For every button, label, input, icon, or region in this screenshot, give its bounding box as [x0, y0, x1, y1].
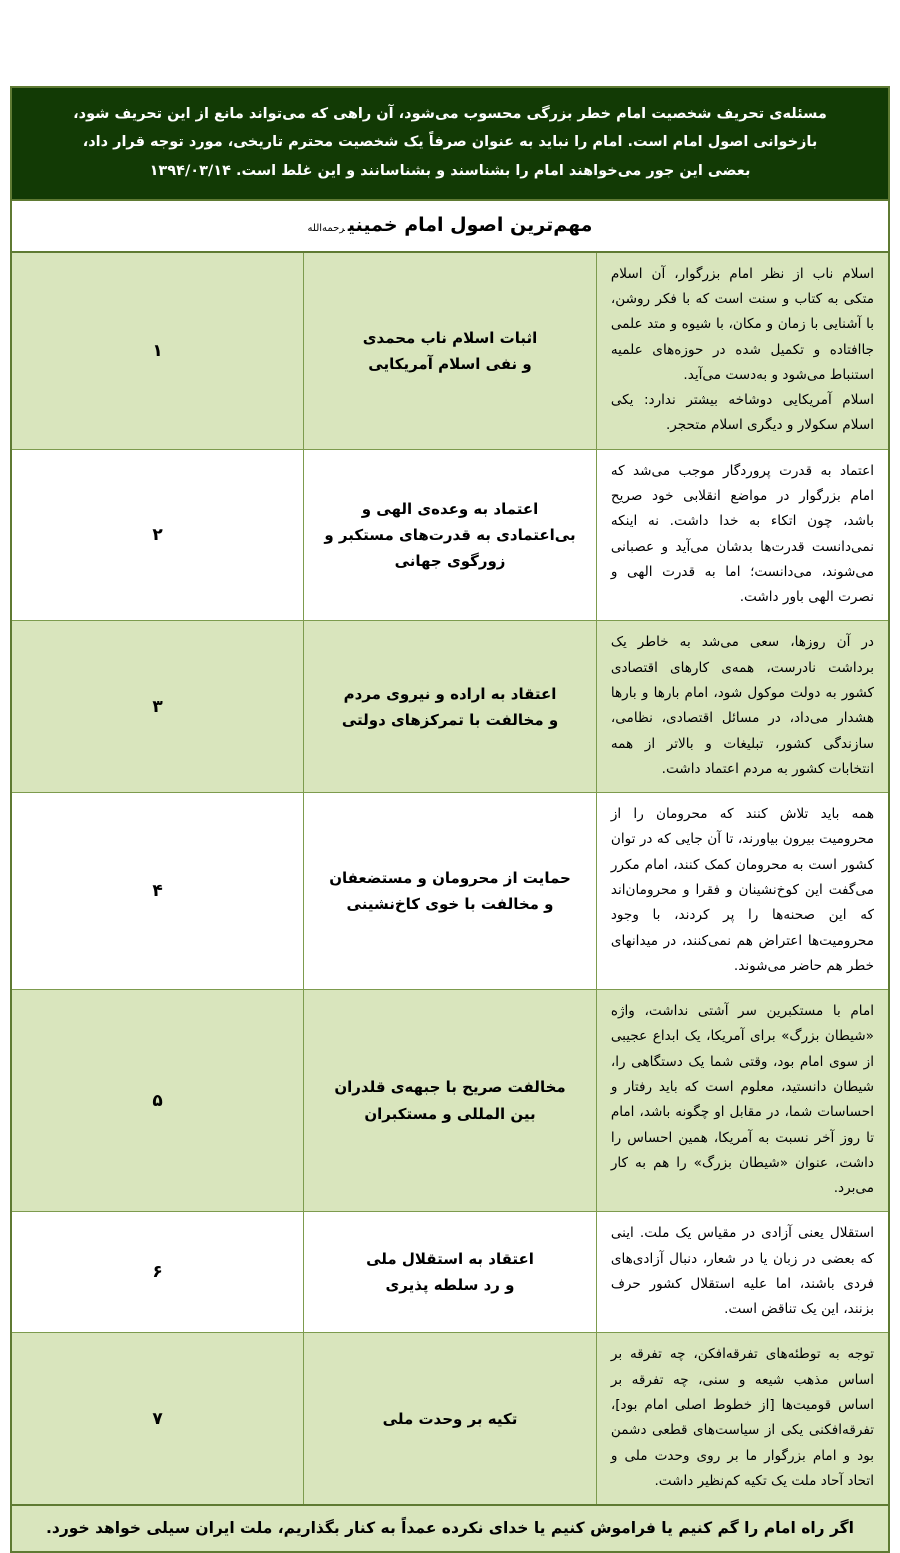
row-topic — [304, 990, 597, 1212]
topic-line: زورگوی جهانی — [394, 552, 506, 571]
table-row — [11, 1333, 889, 1505]
description-paragraph: اسلام آمریکایی دوشاخه بیشتر ندارد: یکی اسلام سکولار و دیگری اسلام متحجر. — [610, 392, 874, 434]
row-description — [596, 1212, 889, 1333]
row-number: ۷ — [11, 1333, 304, 1505]
row-description — [596, 449, 889, 621]
description-paragraph: اسلام ناب از نظر امام بزرگوار، آن اسلام متکی به کتاب و سنت است که با فکر روشن، با آشنایی با زمان و مکان، با شیوه و متد علمی جاافتاده و تکمیل شده در حوزه‌های علمیه استنباط می‌شود و به‌دست می‌آید. — [610, 265, 874, 383]
table-body — [11, 87, 889, 1552]
row-topic — [304, 793, 597, 990]
topic-line: تکیه بر وحدت ملی — [382, 1409, 518, 1428]
row-topic — [304, 449, 597, 621]
topic-line: اعتماد به وعده‌ی الهی و — [361, 499, 539, 518]
table-row — [11, 449, 889, 621]
description-paragraph: امام با مستکبرین سر آشتی نداشت، واژه «شیطان بزرگ» برای آمریکا، یک ابداع عجیبی از سوی امام بود، وقتی شما یک دستگاهی را، شیطان دانستید، معلوم است که باید رفتار و احساسات شما، در مقابل او چگونه باشد، امام تا روز آخر نسبت به آمریکا، همین احساس را داشت، عنوان «شیطان بزرگ» را هم به کار می‌برد. — [610, 1003, 874, 1197]
page-title — [22, 214, 878, 236]
row-description — [596, 252, 889, 449]
topic-line: بی‌اعتمادی به قدرت‌های مستکبر و — [324, 525, 576, 544]
description-paragraph: اعتماد به قدرت پروردگار موجب می‌شد که امام بزرگوار در مواضع انقلابی خود صریح باشد، چون اتکاء به خدا داشت. نه اینکه نمی‌دانست قدرت‌ها بدشان می‌آید و عصبانی می‌شوند، می‌دانست؛ اما به قدرت الهی و نصرت الهی باور داشت. — [610, 462, 874, 606]
footer-text: اگر راه امام را گم کنیم یا فراموش کنیم یا خدای نکرده عمداً به کنار بگذاریم، ملت ایران سیلی خواهد خورد. — [46, 1519, 854, 1538]
topic-line: و مخالفت با خوی کاخ‌نشینی — [346, 895, 554, 914]
row-number: ۶ — [11, 1212, 304, 1333]
table-row — [11, 252, 889, 449]
description-paragraph: همه باید تلاش کنند که محرومان را از محرومیت بیرون بیاورند، تا آن جایی که در توان کشور است به محرومان کمک کنند، امام مکرر می‌گفت این کوخ‌نشینان و فقرا و محرومان‌اند که این صحنه‌ها را پر کردند، با وجود محرومیت‌ها اعتراض هم نمی‌کنند، در میدانهای خطر هم حاضر می‌شوند. — [610, 806, 874, 974]
footer-cell — [11, 1505, 889, 1552]
row-description — [596, 990, 889, 1212]
topic-line: مخالفت صریح با جبهه‌ی قلدران — [334, 1078, 566, 1097]
row-topic — [304, 1212, 597, 1333]
row-topic — [304, 252, 597, 449]
row-number: ۲ — [11, 449, 304, 621]
topic-line: اعتقاد به استقلال ملی — [366, 1250, 534, 1269]
principles-table — [10, 86, 890, 1553]
topic-line: حمایت از محرومان و مستضعفان — [329, 868, 571, 887]
title-row — [11, 200, 889, 252]
footer-row — [11, 1505, 889, 1552]
description-paragraph: استقلال یعنی آزادی در مقیاس یک ملت. اینی که بعضی در زبان یا در شعار، دنبال آزادی‌های فردی باشند، اما علیه استقلال کشور حرف بزنند، این یک تناقض است. — [610, 1225, 874, 1318]
topic-line: و مخالفت با تمرکزهای دولتی — [341, 710, 559, 729]
banner-text — [34, 100, 866, 185]
description-paragraph: در آن روزها، سعی می‌شد به خاطر یک برداشت نادرست، همه‌ی کارهای اقتصادی کشور به دولت موکول شود، امام بارها و بارها هشدار می‌داد، در مسائل اقتصادی، نظامی، سازندگی کشور، تبلیغات و بالاتر از همه انتخابات کشور به مردم اعتماد داشت. — [610, 634, 874, 777]
topic-line: اعتقاد به اراده و نیروی مردم — [343, 684, 557, 703]
banner-line-2: بازخوانی اصول امام است. امام را نباید به عنوان صرفاً یک شخصیت محترم تاریخی، مورد توجه قرار داد، — [82, 134, 818, 151]
row-number: ۴ — [11, 793, 304, 990]
banner-line-1: مسئله‌ی تحریف شخصیت امام خطر بزرگی محسوب می‌شود، آن راهی که می‌تواند مانع از این تحریف شود، — [73, 106, 827, 122]
row-number: ۵ — [11, 990, 304, 1212]
table-row — [11, 990, 889, 1212]
topic-line: و نفی اسلام آمریکایی — [368, 354, 532, 373]
banner-row — [11, 87, 889, 200]
table-row — [11, 621, 889, 793]
page-title-text: مهم‌ترین اصول امام خمینی — [347, 213, 593, 236]
row-topic — [304, 1333, 597, 1505]
description-paragraph: توجه به توطئه‌های تفرقه‌افکن، چه تفرقه بر اساس مذهب شیعه و سنی، چه تفرقه بر اساس قومیت‌ها [از خطوط اصلی امام بود]، تفرقه‌افکنی یکی از سیاست‌های قطعی دشمن بود و امام بزرگوار ما بر روی وحدت ملی و اتحاد آحاد ملت یک تکیه کم‌نظیر داشت. — [610, 1346, 874, 1489]
row-number: ۱ — [11, 252, 304, 449]
topic-line: اثبات اسلام ناب محمدی — [362, 328, 538, 347]
row-number: ۳ — [11, 621, 304, 793]
table-row — [11, 1212, 889, 1333]
title-cell — [11, 200, 889, 252]
banner-line-3: بعضی این جور می‌خواهند امام را بشناسند و بشناسانند و این غلط است. ۱۳۹۴/۰۳/۱۴ — [149, 162, 751, 179]
row-description — [596, 621, 889, 793]
topic-line: و رد سلطه پذیری — [385, 1276, 515, 1295]
topic-line: بین المللی و مستکبران — [364, 1104, 536, 1123]
table-row — [11, 793, 889, 990]
row-topic — [304, 621, 597, 793]
row-description — [596, 1333, 889, 1505]
banner-cell — [11, 87, 889, 200]
title-honorific: رحمه‌الله — [307, 222, 345, 234]
row-description — [596, 793, 889, 990]
